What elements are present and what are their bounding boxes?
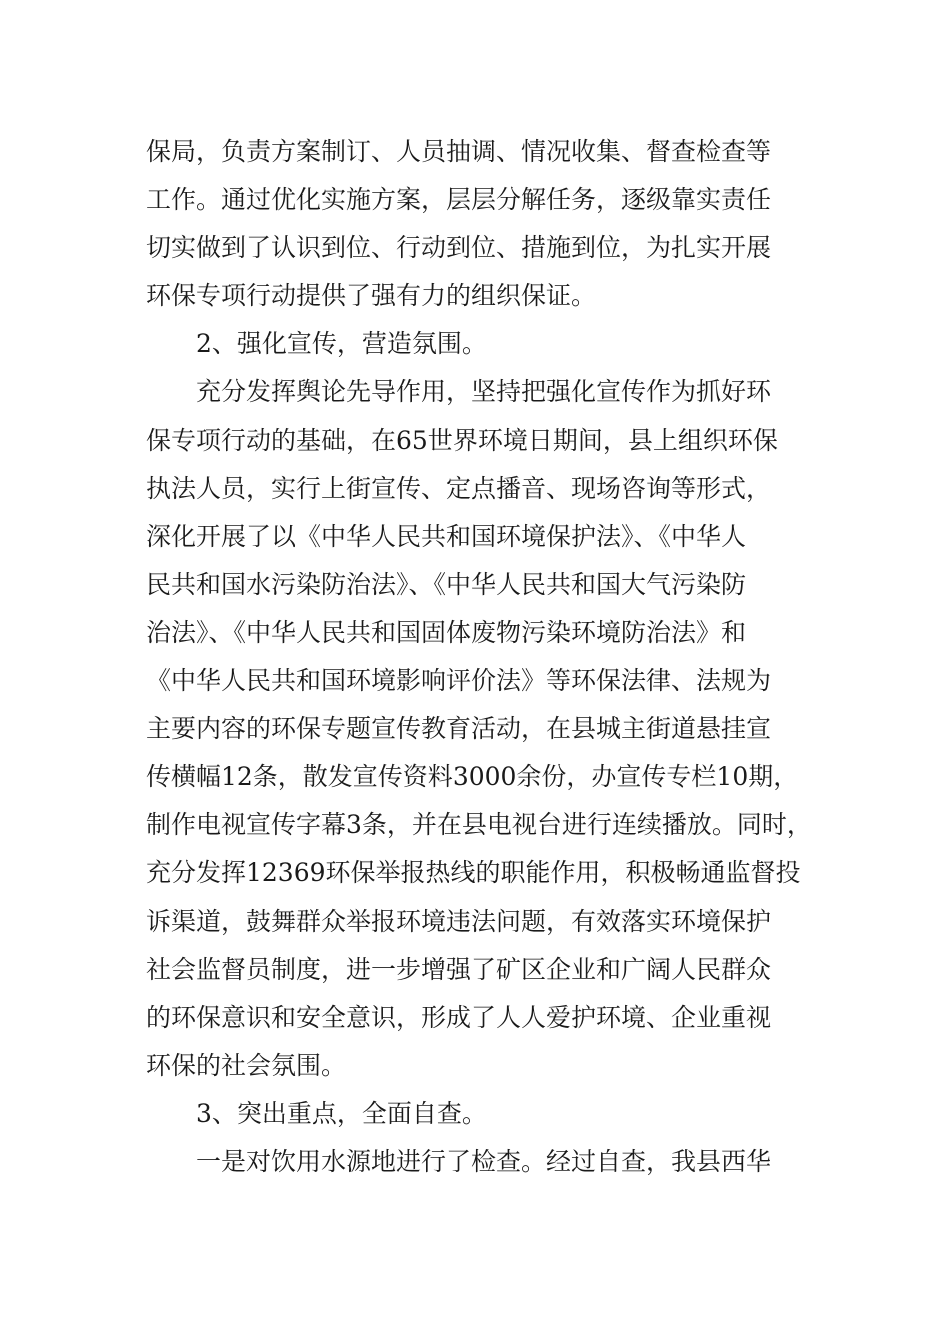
text-line: 制作电视宣传字幕3条，并在县电视台进行连续播放。同时， bbox=[146, 810, 812, 840]
text-line: 环保专项行动提供了强有力的组织保证。 bbox=[146, 281, 597, 311]
text-line: 传横幅12条，散发宣传资料3000余份，办宣传专栏10期， bbox=[146, 762, 799, 792]
text-line: 社会监督员制度，进一步增强了矿区企业和广阔人民群众 bbox=[146, 954, 772, 984]
text-line: 环保的社会氛围。 bbox=[146, 1050, 347, 1080]
text-line: 工作。通过优化实施方案，层层分解任务，逐级靠实责任 bbox=[146, 185, 772, 215]
paragraph-start: 一是对饮用水源地进行了检查。经过自查，我县西华 bbox=[196, 1146, 772, 1176]
section-heading: 3、突出重点，全面自查。 bbox=[196, 1098, 487, 1128]
body-text bbox=[146, 128, 816, 1186]
text-line: 保局，负责方案制订、人员抽调、情况收集、督查检查等 bbox=[146, 137, 772, 166]
text-line: 诉渠道，鼓舞群众举报环境违法问题，有效落实环境保护 bbox=[146, 906, 772, 936]
text-line: 充分发挥12369环保举报热线的职能作用，积极畅通监督投 bbox=[146, 858, 801, 888]
paragraph-start: 充分发挥舆论先导作用，坚持把强化宣传作为抓好环 bbox=[196, 377, 772, 407]
text-line: 切实做到了认识到位、行动到位、措施到位，为扎实开展 bbox=[146, 233, 772, 263]
text-line: 保专项行动的基础，在65世界环境日期间，县上组织环保 bbox=[146, 425, 778, 455]
text-line: 民共和国水污染防治法》、《中华人民共和国大气污染防 bbox=[146, 569, 747, 599]
text-line: 治法》、《中华人民共和国固体废物污染环境防治法》和 bbox=[146, 617, 747, 647]
text-line: 的环保意识和安全意识，形成了人人爱护环境、企业重视 bbox=[146, 1002, 772, 1032]
section-heading: 2、强化宣传，营造氛围。 bbox=[196, 329, 487, 359]
text-line: 深化开展了以《中华人民共和国环境保护法》、《中华人 bbox=[146, 521, 747, 551]
text-line: 执法人员，实行上街宣传、定点播音、现场咨询等形式， bbox=[146, 473, 772, 503]
text-line: 《中华人民共和国环境影响评价法》等环保法律、法规为 bbox=[146, 666, 772, 696]
text-line: 主要内容的环保专题宣传教育活动，在县城主街道悬挂宣 bbox=[146, 714, 772, 744]
